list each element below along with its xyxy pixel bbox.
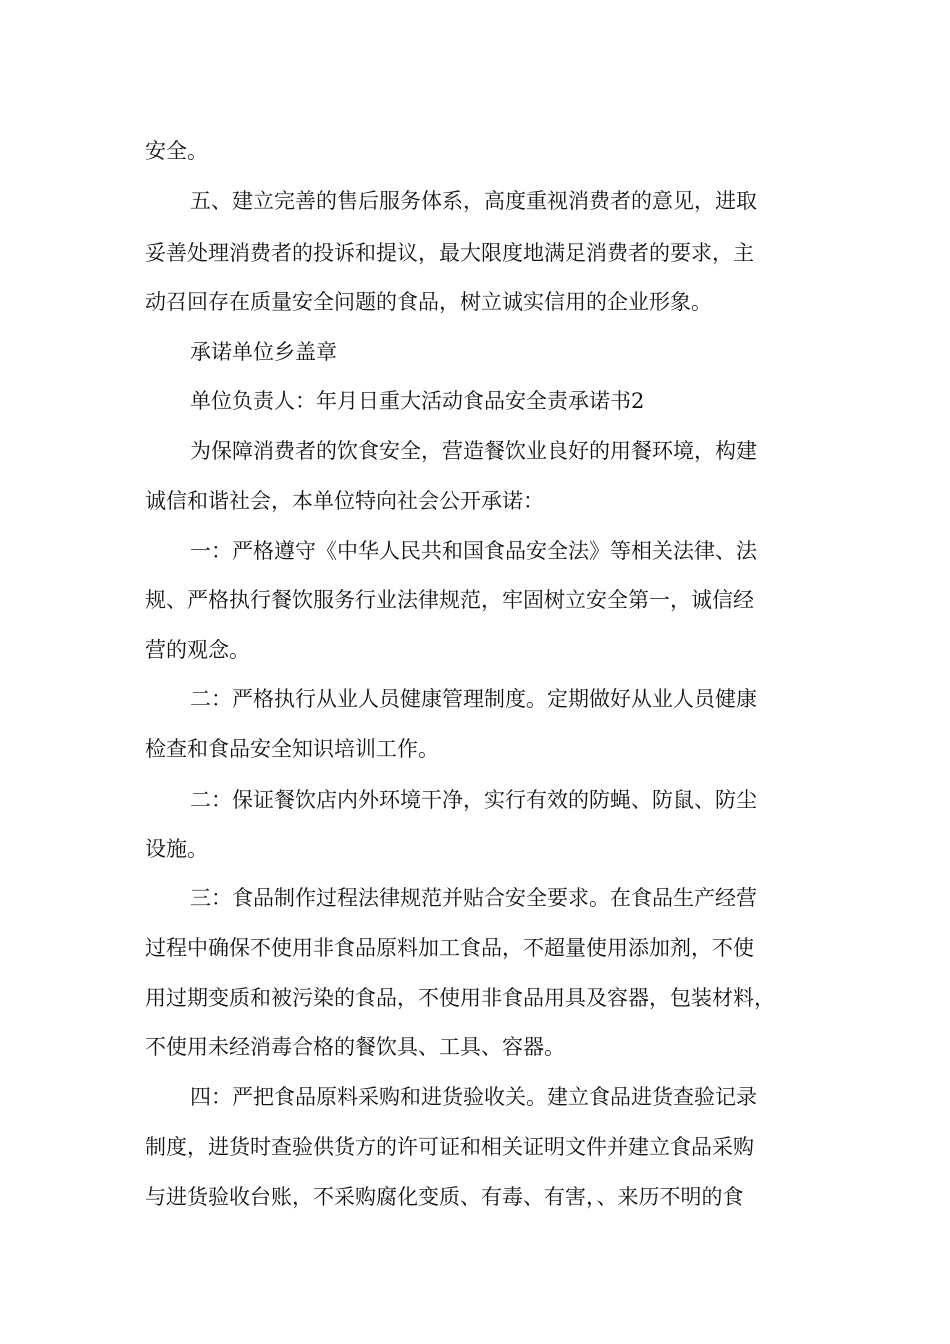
text-line: 承诺单位乡盖章 [190,340,337,364]
text-line: 设施。 [145,837,208,861]
text-line: 一：严格遵守《中华人民共和国食品安全法》等相关法律、法 [190,539,757,563]
text-line: 制度，进货时查验供货方的许可证和相关证明文件并建立食品采购 [145,1135,754,1159]
text-line: 二：保证餐饮店内外环境干净，实行有效的防蝇、防鼠、防尘 [190,788,757,812]
text-line: 检查和食品安全知识培训工作。 [145,737,439,761]
text-line: 动召回存在质量安全问题的食品，树立诚实信用的企业形象。 [145,290,712,314]
text-line: 诚信和谐社会，本单位特向社会公开承诺： [145,489,544,513]
text-line: 五、建立完善的售后服务体系，高度重视消费者的意见，进取 [190,189,757,213]
text-line: 三：食品制作过程法律规范并贴合安全要求。在食品生产经营 [190,886,757,910]
text-line: 安全。 [145,139,208,163]
text-line: 二：严格执行从业人员健康管理制度。定期做好从业人员健康 [190,687,757,711]
text-line: 四：严把食品原料采购和进货验收关。建立食品进货查验记录 [190,1085,757,1109]
text-line: 为保障消费者的饮食安全，营造餐饮业良好的用餐环境，构建 [190,439,757,463]
text-line: 与进货验收台账，不采购腐化变质、有毒、有害，、来历不明的食 [145,1185,744,1209]
text-line: 用过期变质和被污染的食品，不使用非食品用具及容器，包装材料， [145,986,775,1010]
text-line: 妥善处理消费者的投诉和提议，最大限度地满足消费者的要求，主 [145,241,754,265]
text-line: 营的观念。 [145,638,250,662]
text-line: 不使用未经消毒合格的餐饮具、工具、容器。 [145,1035,565,1059]
text-line: 单位负责人：年月日重大活动食品安全责承诺书2 [190,389,645,413]
text-line: 过程中确保不使用非食品原料加工食品，不超量使用添加剂，不使 [145,936,754,960]
text-line: 规、严格执行餐饮服务行业法律规范，牢固树立安全第一，诚信经 [145,588,754,612]
